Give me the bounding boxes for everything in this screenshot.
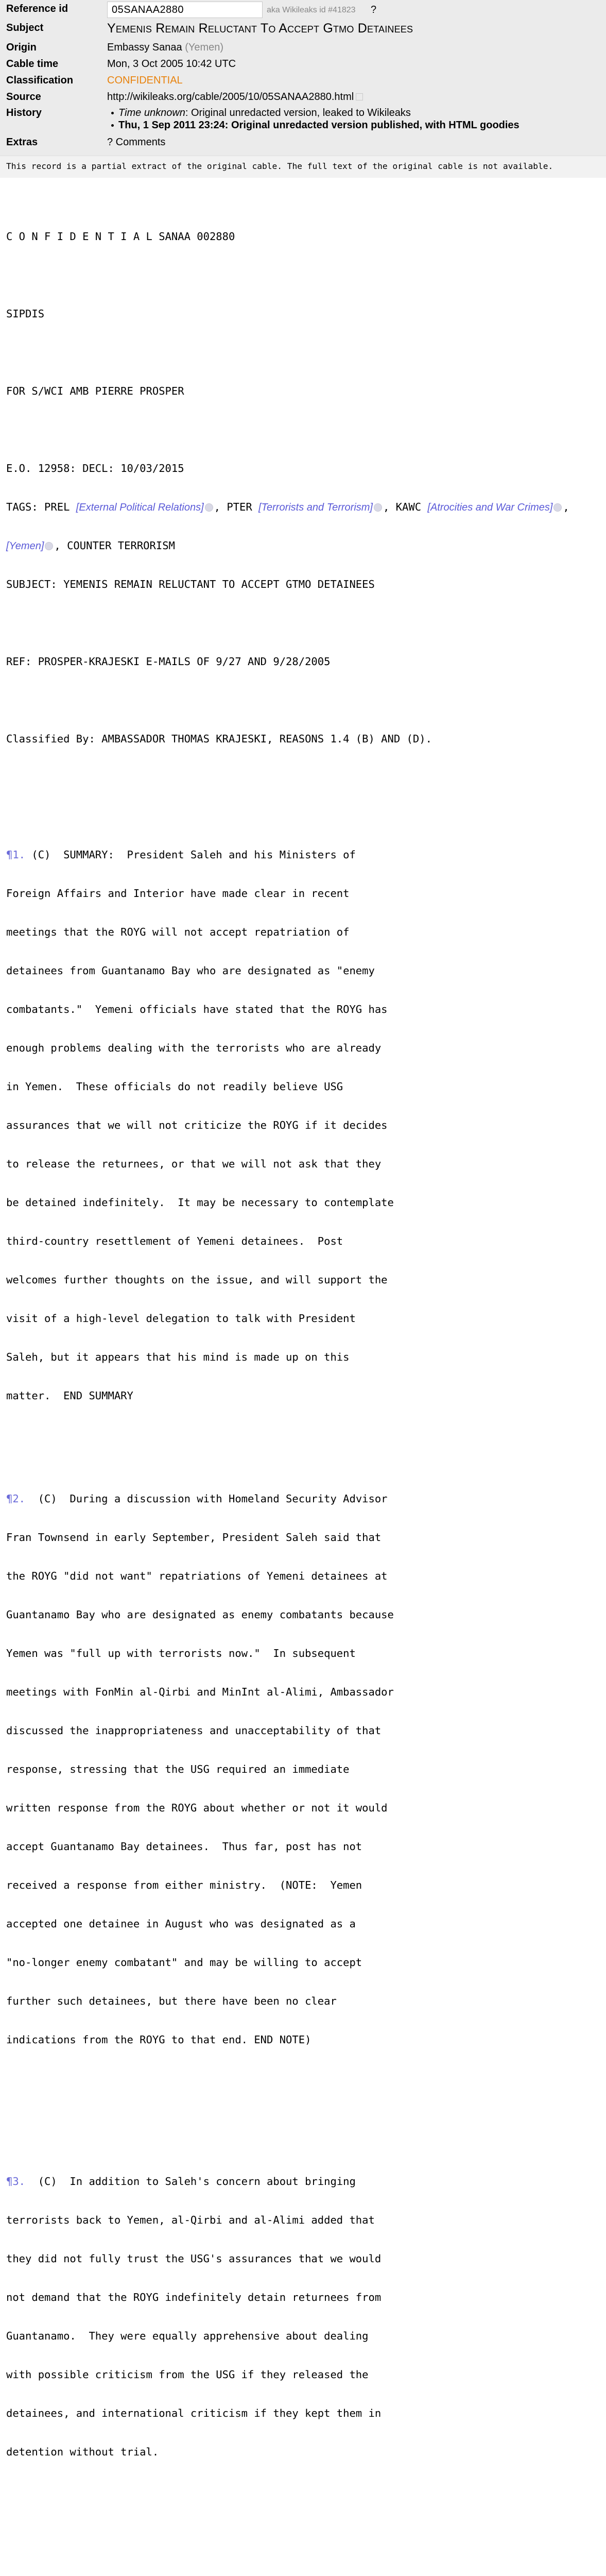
source-link[interactable]: http://wikileaks.org/cable/2005/10/05SANAA2880.html (107, 91, 354, 103)
paragraph-line: "no-longer enemy combatant" and may be willing to accept (6, 1956, 362, 1969)
cable-ref: REF: PROSPER-KRAJESKI E-MAILS OF 9/27 AND 9/28/2005 (6, 655, 331, 668)
paragraph-line: enough problems dealing with the terrorists who are already (6, 1042, 382, 1054)
paragraph-line: accept Guantanamo Bay detainees. Thus far, post has not (6, 1840, 362, 1853)
tag-sep: , KAWC (383, 501, 428, 513)
origin-embassy[interactable]: Embassy Sanaa (107, 42, 182, 53)
history-label: History (6, 107, 42, 118)
paragraph-anchor-2[interactable]: ¶2. (6, 1493, 26, 1505)
cable-time-value: Mon, 3 Oct 2005 10:42 UTC (107, 58, 236, 70)
origin-country[interactable]: (Yemen) (185, 42, 224, 53)
cable-subject: SUBJECT: YEMENIS REMAIN RELUCTANT TO ACCEPT GTMO DETAINEES (6, 578, 375, 590)
paragraph-1 (6, 823, 569, 1428)
history-list-wrapper (107, 107, 520, 131)
search-icon[interactable] (553, 503, 562, 512)
paragraph-line: indications from the ROYG to that end. END NOTE) (6, 2033, 311, 2046)
paragraph-line: Saleh, but it appears that his mind is made up on this (6, 1351, 350, 1363)
history-item-text: : Original unredacted version, leaked to Wikileaks (185, 107, 411, 118)
paragraph-line: to release the returnees, or that we will not ask that they (6, 1158, 382, 1170)
subject-value: Yemenis Remain Reluctant To Accept Gtmo Detainees (107, 21, 413, 36)
paragraph-line: Foreign Affairs and Interior have made clear in recent (6, 887, 350, 900)
wikileaks-id-note: aka Wikileaks id #41823 (267, 6, 356, 14)
paragraph-line: written response from the ROYG about whether or not it would (6, 1802, 388, 1814)
paragraph-line: with possible criticism from the USG if they released the (6, 2368, 369, 2381)
cable-tags-line-1 (6, 501, 569, 514)
paragraph-line: combatants." Yemeni officials have stated that the ROYG has (6, 1003, 388, 1015)
paragraph-line: in Yemen. These officials do not readily believe USG (6, 1080, 343, 1093)
paragraph-line: ¶3. (C) In addition to Saleh's concern about bringing (6, 2175, 356, 2188)
cable-sipdis: SIPDIS (6, 308, 45, 320)
reference-id-input[interactable] (107, 2, 263, 18)
paragraph-line: meetings that the ROYG will not accept repatriation of (6, 926, 350, 938)
paragraph-2 (6, 1467, 569, 2111)
paragraph-line: Fran Townsend in early September, President Saleh said that (6, 1531, 382, 1544)
history-item (107, 107, 520, 119)
paragraph-line: further such detainees, but there have been no clear (6, 1995, 337, 2007)
paragraph-line: third-country resettlement of Yemeni detainees. Post (6, 1235, 343, 1247)
partial-extract-notice (0, 156, 606, 178)
origin-label: Origin (6, 42, 37, 53)
tag-sep: , PTER (214, 501, 259, 513)
history-list (107, 107, 520, 131)
paragraph-line: meetings with FonMin al-Qirbi and MinInt al-Alimi, Ambassador (6, 1686, 394, 1698)
paragraph-line: be detained indefinitely. It may be necessary to contemplate (6, 1196, 394, 1209)
tag-link-pter[interactable]: [Terrorists and Terrorism] (258, 502, 373, 513)
paragraph-line: not demand that the ROYG indefinitely detain returnees from (6, 2291, 382, 2303)
external-link-icon[interactable] (356, 93, 363, 100)
reference-help-link[interactable]: ? (371, 4, 377, 15)
paragraph-line: detainees, and international criticism if they kept them in (6, 2407, 382, 2419)
cable-for: FOR S/WCI AMB PIERRE PROSPER (6, 385, 184, 397)
paragraph-line: assurances that we will not criticize the ROYG if it decides (6, 1119, 388, 1131)
tag-link-kawc[interactable]: [Atrocities and War Crimes] (427, 502, 553, 513)
paragraph-line: response, stressing that the USG required an immediate (6, 1763, 350, 1775)
paragraph-line: discussed the inappropriateness and unacceptability of that (6, 1724, 382, 1737)
cable-metadata-panel (0, 0, 606, 156)
paragraph-line: visit of a high-level delegation to talk with President (6, 1312, 356, 1325)
tag-sep: , (563, 501, 569, 513)
cable-body (6, 205, 569, 2576)
paragraph-line: received a response from either ministry. (NOTE: Yemen (6, 1879, 362, 1891)
reference-id-label: Reference id (6, 3, 68, 14)
paragraph-line: Guantanamo. They were equally apprehensive about dealing (6, 2330, 369, 2342)
tag-sep: , COUNTER TERRORISM (54, 539, 175, 552)
subject-label: Subject (6, 22, 44, 33)
history-item-published: Thu, 1 Sep 2011 23:24: Original unredacted version published, with HTML goodies (118, 120, 520, 131)
search-icon[interactable] (205, 503, 213, 512)
paragraph-line: matter. END SUMMARY (6, 1389, 133, 1402)
paragraph-line: Yemen was "full up with terrorists now." In subsequent (6, 1647, 356, 1659)
tag-link-prel[interactable]: [External Political Relations] (76, 502, 204, 513)
tags-prefix: TAGS: PREL (6, 501, 76, 513)
paragraph-line: they did not fully trust the USG's assurances that we would (6, 2252, 382, 2265)
cable-classified-by: Classified By: AMBASSADOR THOMAS KRAJESKI, REASONS 1.4 (B) AND (D). (6, 733, 432, 745)
source-value (107, 91, 363, 103)
paragraph-line: Guantanamo Bay who are designated as enemy combatants because (6, 1608, 394, 1621)
history-item-time: Time unknown (118, 107, 185, 118)
search-icon[interactable] (374, 503, 382, 512)
paragraph-line: terrorists back to Yemen, al-Qirbi and al-Alimi added that (6, 2214, 375, 2226)
history-item (107, 119, 520, 131)
paragraph-4 (6, 2562, 569, 2576)
paragraph-line: welcomes further thoughts on the issue, and will support the (6, 1274, 388, 1286)
comments-link[interactable]: ? Comments (107, 137, 166, 148)
cable-time-label: Cable time (6, 58, 59, 70)
partial-extract-text: This record is a partial extract of the original cable. The full text of the original cable is not available. (6, 161, 553, 171)
source-label: Source (6, 91, 41, 103)
classification-label: Classification (6, 75, 74, 86)
paragraph-3 (6, 2149, 569, 2523)
paragraph-line: ¶2. (C) During a discussion with Homeland Security Advisor (6, 1493, 388, 1505)
search-icon[interactable] (45, 542, 53, 550)
cable-eo: E.O. 12958: DECL: 10/03/2015 (6, 462, 184, 474)
paragraph-line: detainees from Guantanamo Bay who are designated as "enemy (6, 964, 375, 977)
paragraph-line: accepted one detainee in August who was designated as a (6, 1918, 356, 1930)
extras-label: Extras (6, 137, 38, 148)
paragraph-line: the ROYG "did not want" repatriations of Yemeni detainees at (6, 1570, 388, 1582)
origin-value (107, 41, 223, 54)
tag-link-yemen[interactable]: [Yemen] (6, 540, 44, 552)
cable-header: C O N F I D E N T I A L SANAA 002880 (6, 230, 235, 243)
classification-value[interactable]: CONFIDENTIAL (107, 75, 183, 86)
paragraph-line: ¶1. (C) SUMMARY: President Saleh and his Ministers of (6, 849, 356, 861)
paragraph-line: detention without trial. (6, 2446, 159, 2458)
paragraph-anchor-3[interactable]: ¶3. (6, 2175, 26, 2188)
paragraph-anchor-1[interactable]: ¶1. (6, 849, 26, 861)
cable-tags-line-2 (6, 539, 569, 552)
